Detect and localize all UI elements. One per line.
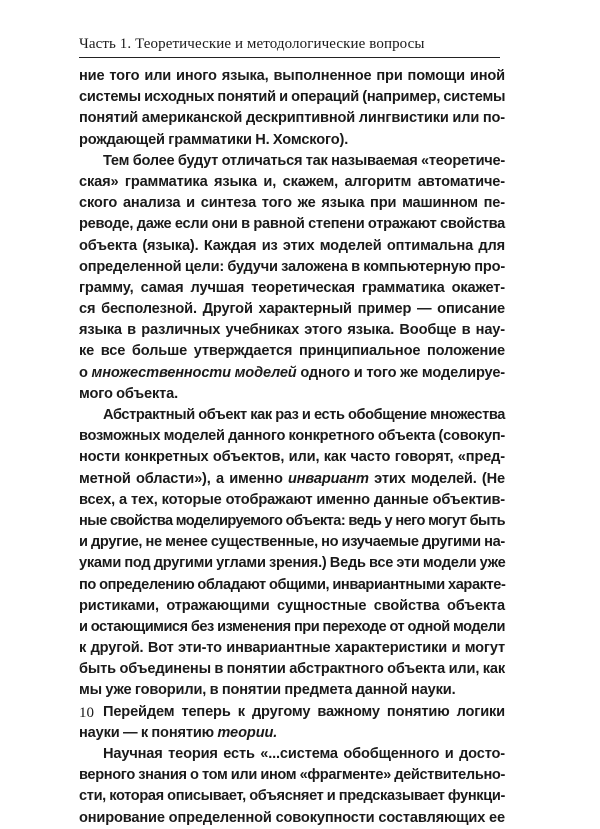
running-head: Часть 1. Теоретические и методологические вопросы <box>79 36 425 52</box>
text-line: Абстрактный объект как раз и есть обобщение множества <box>103 407 505 423</box>
text-line: определенной цели: будучи заложена в компьютерную про- <box>79 258 505 275</box>
emphasis-term: инвариант <box>288 470 369 487</box>
text-line-with-emphasis <box>79 469 505 490</box>
text-line: мы уже говорили, в понятии предмета данной науки. <box>79 682 456 699</box>
text-line-with-emphasis <box>79 363 505 384</box>
text-line: понятий американской дескриптивной лингвистики или по- <box>79 110 505 127</box>
text-line: ности конкретных объектов, или, как часто говорят, «пред- <box>79 449 505 466</box>
text-line: ние того или иного языка, выполненное при помощи иной <box>79 68 505 84</box>
page-number: 10 <box>79 705 94 721</box>
text-line: верного знания о том или ином «фрагменте» действительно- <box>79 767 505 784</box>
text-segment: одного и того же моделируе- <box>296 364 505 381</box>
text-line: по определению обладают общими, инвариантными характе- <box>79 576 506 593</box>
text-line: к другой. Вот эти-то инвариантные характеристики и могут <box>79 640 505 657</box>
text-line: и другие, не менее существенные, но изучаемые другими на- <box>79 534 505 551</box>
text-segment: этих моделей. (Не <box>368 470 505 487</box>
text-line: рождающей грамматики Н. Хомского). <box>79 131 349 148</box>
text-line: возможных моделей данного конкретного объекта (совокуп- <box>79 428 505 445</box>
emphasis-term: теории. <box>217 724 278 741</box>
emphasis-term: множественности моделей <box>91 364 297 381</box>
text-line: ристиками, отражающими сущностные свойства объекта <box>79 597 505 614</box>
text-line: ке все больше утверждается принципиальное положение <box>79 343 505 360</box>
text-segment: о <box>79 364 92 381</box>
text-line: сти, которая описывает, объясняет и предсказывает функци- <box>79 788 505 805</box>
text-line: объекта (языка). Каждая из этих моделей оптимальна для <box>79 237 505 254</box>
text-line: ская» грамматика языка и, скажем, алгоритм автоматиче- <box>79 173 505 190</box>
text-line: быть объединены в понятии абстрактного объекта или, как <box>79 661 505 678</box>
text-line: системы исходных понятий и операций (например, системы <box>79 89 506 106</box>
text-line: Перейдем теперь к другому важному понятию логики <box>103 703 505 720</box>
text-line: ные свойства моделируемого объекта: ведь у него могут быть <box>79 512 505 529</box>
text-line: реводе, даже если они в равной степени отражают свойства <box>79 216 505 233</box>
text-line: и остающимися без изменения при переходе от одной модели <box>79 618 505 635</box>
body-text <box>79 66 505 829</box>
text-line: онирование определенной совокупности составляющих ее <box>79 809 505 826</box>
text-line: ского анализа и синтеза того же языка при машинном пе- <box>79 195 505 212</box>
text-line: всех, а тех, которые отображают именно данные объектив- <box>79 491 505 508</box>
header-rule <box>79 57 500 58</box>
text-segment: метной области»), а именно <box>79 470 288 487</box>
text-segment: науки — к понятию <box>79 724 218 741</box>
text-line: языка в различных учебниках этого языка. Вообще в нау- <box>79 322 505 339</box>
text-line: ся бесполезной. Другой характерный пример — описание <box>79 301 505 318</box>
text-line-with-emphasis <box>79 723 505 744</box>
text-line: мого объекта. <box>79 385 179 402</box>
text-line: Научная теория есть «...система обобщенного и досто- <box>103 746 505 762</box>
text-line: уками под другими углами зрения.) Ведь все эти модели уже <box>79 555 506 572</box>
text-line: грамму, самая лучшая теоретическая грамматика окажет- <box>79 279 505 296</box>
text-line: Тем более будут отличаться так называемая «теоретиче- <box>103 152 505 169</box>
